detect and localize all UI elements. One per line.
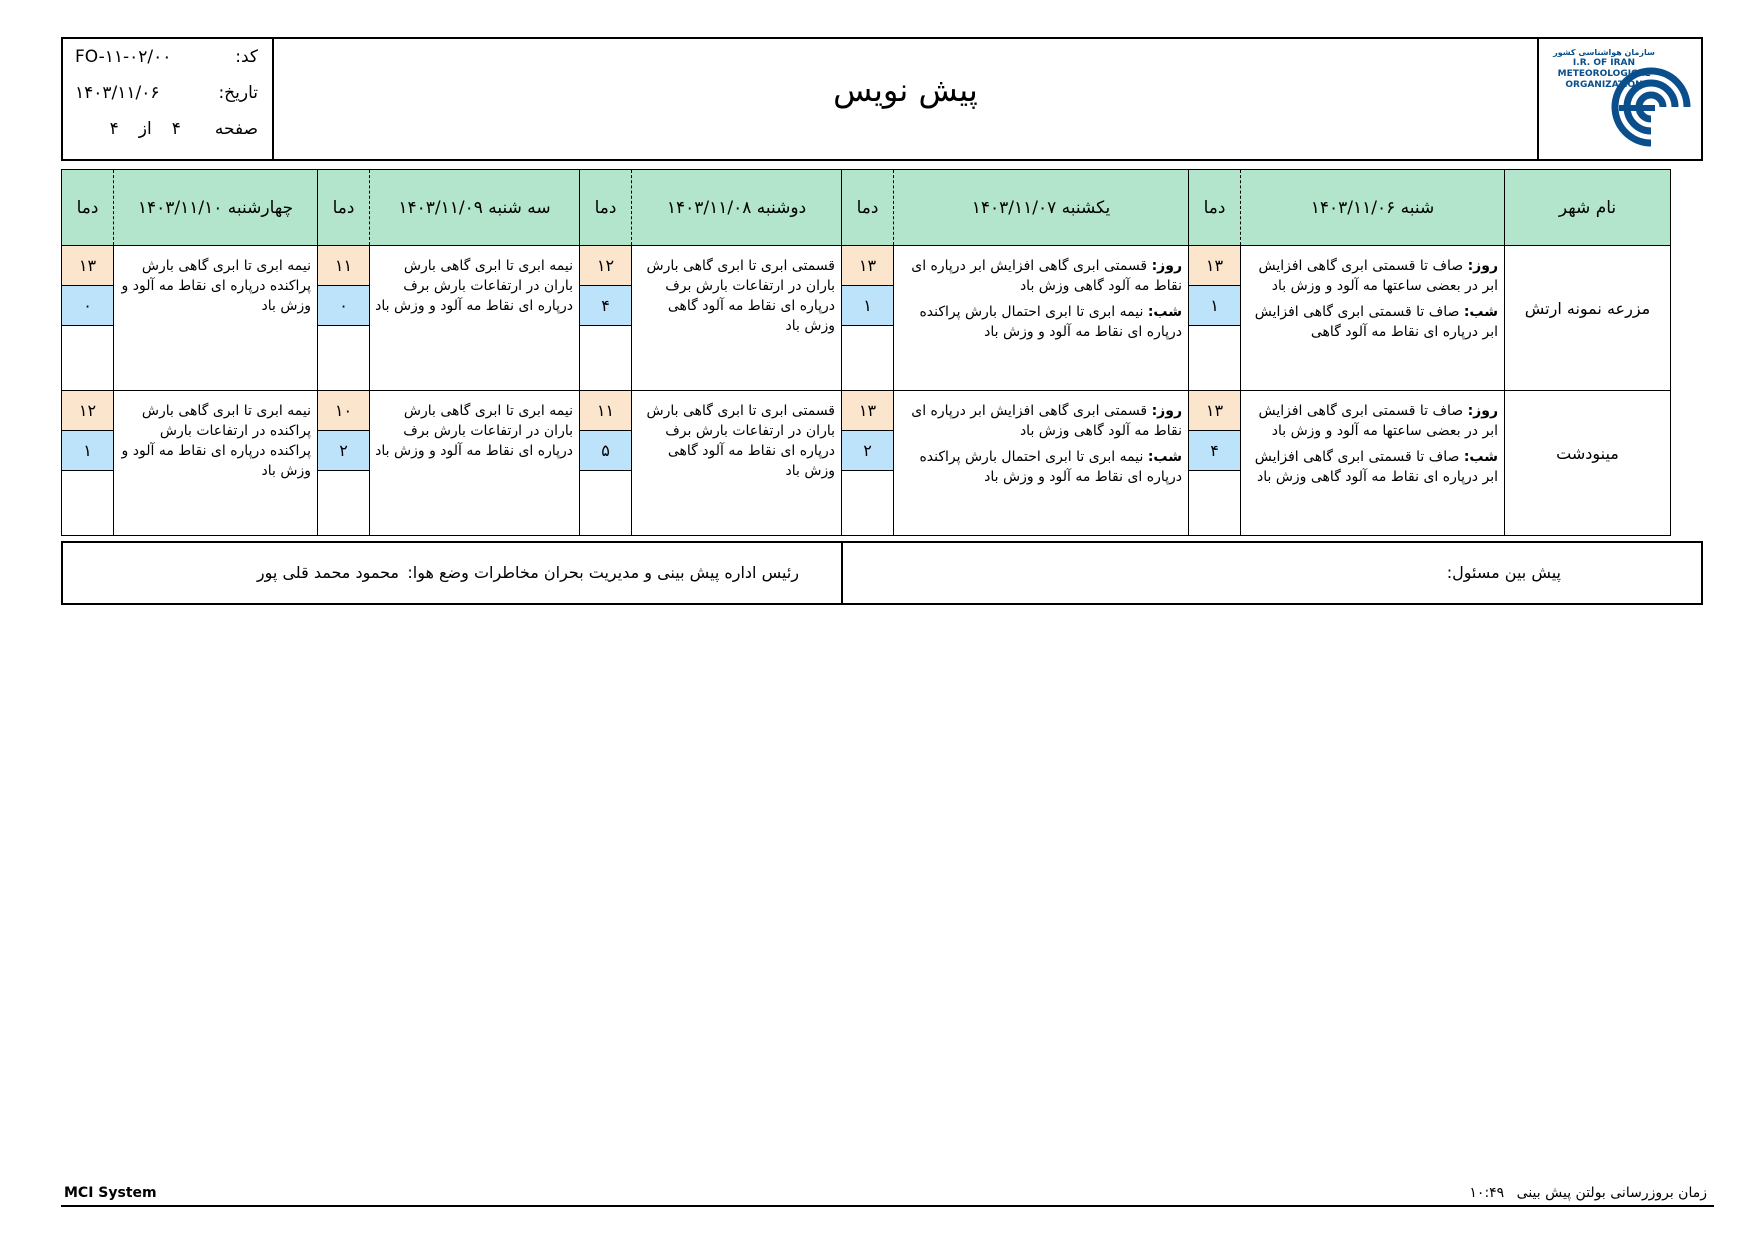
forecaster-label: پیش بین مسئول: — [1446, 563, 1561, 582]
code-label: کد: — [235, 47, 258, 67]
max-temp: ۱۰ — [318, 391, 369, 431]
min-temp: ۰ — [318, 286, 369, 326]
temperature-cell — [580, 391, 632, 536]
temp-header: دما — [318, 170, 370, 246]
max-temp: ۱۳ — [1189, 391, 1240, 431]
forecast-text — [1241, 391, 1505, 536]
max-temp: ۱۱ — [580, 391, 631, 431]
temp-header: دما — [580, 170, 632, 246]
title-cell — [272, 39, 1537, 159]
temperature-cell — [1189, 391, 1241, 536]
code-value: FO-۱۱-۰۲/۰۰ — [75, 47, 172, 67]
signature-box — [61, 541, 1703, 605]
page-of-label: از — [138, 119, 152, 139]
forecast-text — [894, 246, 1189, 391]
date-value: ۱۴۰۳/۱۱/۰۶ — [75, 83, 160, 103]
day-forecast: قسمتی ابری گاهی افزایش ابر درپاره ای نقاط مه آلود گاهی وزش باد — [911, 258, 1182, 294]
night-forecast: نیمه ابری تا ابری احتمال بارش پراکنده درپاره ای نقاط مه آلود و وزش باد — [919, 449, 1182, 485]
day-label: روز: — [1467, 403, 1498, 419]
org-name-en-1: I.R. OF IRAN — [1572, 58, 1636, 68]
head-name: محمود محمد قلی پور — [256, 563, 399, 582]
temperature-cell — [580, 246, 632, 391]
day-header: شنبه ۱۴۰۳/۱۱/۰۶ — [1241, 170, 1505, 246]
day-forecast: صاف تا قسمتی ابری گاهی افزایش ابر در بعضی ساعتها مه آلود و وزش باد — [1258, 258, 1498, 294]
max-temp: ۱۳ — [842, 391, 893, 431]
document-info — [63, 39, 272, 159]
night-forecast: صاف تا قسمتی ابری گاهی افزایش ابر درپاره ای نقاط مه آلود گاهی وزش باد — [1254, 449, 1498, 485]
table-header-row — [62, 170, 1671, 246]
day-label: روز: — [1151, 258, 1182, 274]
forecast-text: نیمه ابری تا ابری گاهی بارش باران در ارتفاعات بارش برف درپاره ای نقاط مه آلود و وزش باد — [370, 391, 580, 536]
update-value: ۱۰:۴۹ — [1469, 1185, 1505, 1201]
max-temp: ۱۲ — [62, 391, 113, 431]
min-temp: ۲ — [318, 431, 369, 471]
temperature-cell — [318, 246, 370, 391]
forecast-text: نیمه ابری تا ابری گاهی بارش باران در ارتفاعات بارش برف درپاره ای نقاط مه آلود و وزش باد — [370, 246, 580, 391]
forecaster-cell — [841, 543, 1701, 603]
temp-header: دما — [62, 170, 114, 246]
forecast-text: قسمتی ابری تا ابری گاهی بارش باران در ارتفاعات بارش برف درپاره ای نقاط مه آلود گاهی وزش باد — [632, 391, 842, 536]
forecast-text — [894, 391, 1189, 536]
city-name: مزرعه نمونه ارتش — [1505, 246, 1671, 391]
system-name: MCI System — [64, 1185, 157, 1201]
night-label: شب: — [1463, 449, 1498, 465]
update-time — [1469, 1185, 1707, 1201]
min-temp: ۵ — [580, 431, 631, 471]
org-name-en-2: METEOROLOGICAL — [1557, 69, 1651, 79]
page-title: پیش نویس — [833, 71, 978, 109]
page-number: ۴ — [171, 119, 181, 139]
min-temp: ۴ — [1189, 431, 1240, 471]
temperature-cell — [842, 246, 894, 391]
update-label: زمان بروزرسانی بولتن پیش بینی — [1516, 1185, 1707, 1201]
forecast-text — [1241, 246, 1505, 391]
temperature-cell — [1189, 246, 1241, 391]
forecast-text: نیمه ابری تا ابری گاهی بارش پراکنده درپاره ای نقاط مه آلود و وزش باد — [114, 246, 318, 391]
organization-logo — [1537, 39, 1701, 159]
night-forecast: صاف تا قسمتی ابری گاهی افزایش ابر درپاره ای نقاط مه آلود گاهی — [1254, 304, 1498, 340]
max-temp: ۱۳ — [62, 246, 113, 286]
day-header: چهارشنبه ۱۴۰۳/۱۱/۱۰ — [114, 170, 318, 246]
min-temp: ۰ — [62, 286, 113, 326]
day-label: روز: — [1151, 403, 1182, 419]
temp-header: دما — [1189, 170, 1241, 246]
day-forecast: قسمتی ابری گاهی افزایش ابر درپاره ای نقاط مه آلود گاهی وزش باد — [911, 403, 1182, 439]
forecast-table — [61, 169, 1671, 536]
forecast-text: قسمتی ابری تا ابری گاهی بارش باران در ارتفاعات بارش برف درپاره ای نقاط مه آلود گاهی وزش باد — [632, 246, 842, 391]
night-label: شب: — [1147, 304, 1182, 320]
org-name-en-3: ORGANIZATION — [1565, 80, 1643, 90]
max-temp: ۱۲ — [580, 246, 631, 286]
day-forecast: صاف تا قسمتی ابری گاهی افزایش ابر در بعضی ساعتها مه آلود و وزش باد — [1258, 403, 1498, 439]
temperature-cell — [318, 391, 370, 536]
day-label: روز: — [1467, 258, 1498, 274]
night-label: شب: — [1147, 449, 1182, 465]
city-column-header: نام شهر — [1505, 170, 1671, 246]
temperature-cell — [62, 246, 114, 391]
day-header: دوشنبه ۱۴۰۳/۱۱/۰۸ — [632, 170, 842, 246]
temperature-cell — [62, 391, 114, 536]
max-temp: ۱۳ — [1189, 246, 1240, 286]
night-forecast: نیمه ابری تا ابری احتمال بارش پراکنده درپاره ای نقاط مه آلود و وزش باد — [919, 304, 1182, 340]
footer-divider — [61, 1205, 1714, 1207]
head-title: رئیس اداره پیش بینی و مدیریت بحران مخاطرات وضع هوا: — [407, 563, 799, 582]
max-temp: ۱۱ — [318, 246, 369, 286]
temperature-cell — [842, 391, 894, 536]
table-row — [62, 246, 1671, 391]
day-header: یکشنبه ۱۴۰۳/۱۱/۰۷ — [894, 170, 1189, 246]
forecast-text: نیمه ابری تا ابری گاهی بارش پراکنده در ارتفاعات بارش پراکنده درپاره ای نقاط مه آلود و وزش باد — [114, 391, 318, 536]
min-temp: ۱ — [1189, 286, 1240, 326]
city-name: مینودشت — [1505, 391, 1671, 536]
min-temp: ۱ — [62, 431, 113, 471]
org-name-fa: سازمان هواشناسی کشور — [1553, 48, 1655, 57]
min-temp: ۴ — [580, 286, 631, 326]
night-label: شب: — [1463, 304, 1498, 320]
date-label: تاریخ: — [218, 83, 258, 103]
day-header: سه شنبه ۱۴۰۳/۱۱/۰۹ — [370, 170, 580, 246]
temp-header: دما — [842, 170, 894, 246]
page-label: صفحه — [214, 119, 258, 139]
min-temp: ۲ — [842, 431, 893, 471]
table-row — [62, 391, 1671, 536]
meteorology-spiral-icon — [1611, 51, 1691, 151]
bulletin-header — [61, 37, 1703, 161]
max-temp: ۱۳ — [842, 246, 893, 286]
min-temp: ۱ — [842, 286, 893, 326]
page-total: ۴ — [109, 119, 119, 139]
